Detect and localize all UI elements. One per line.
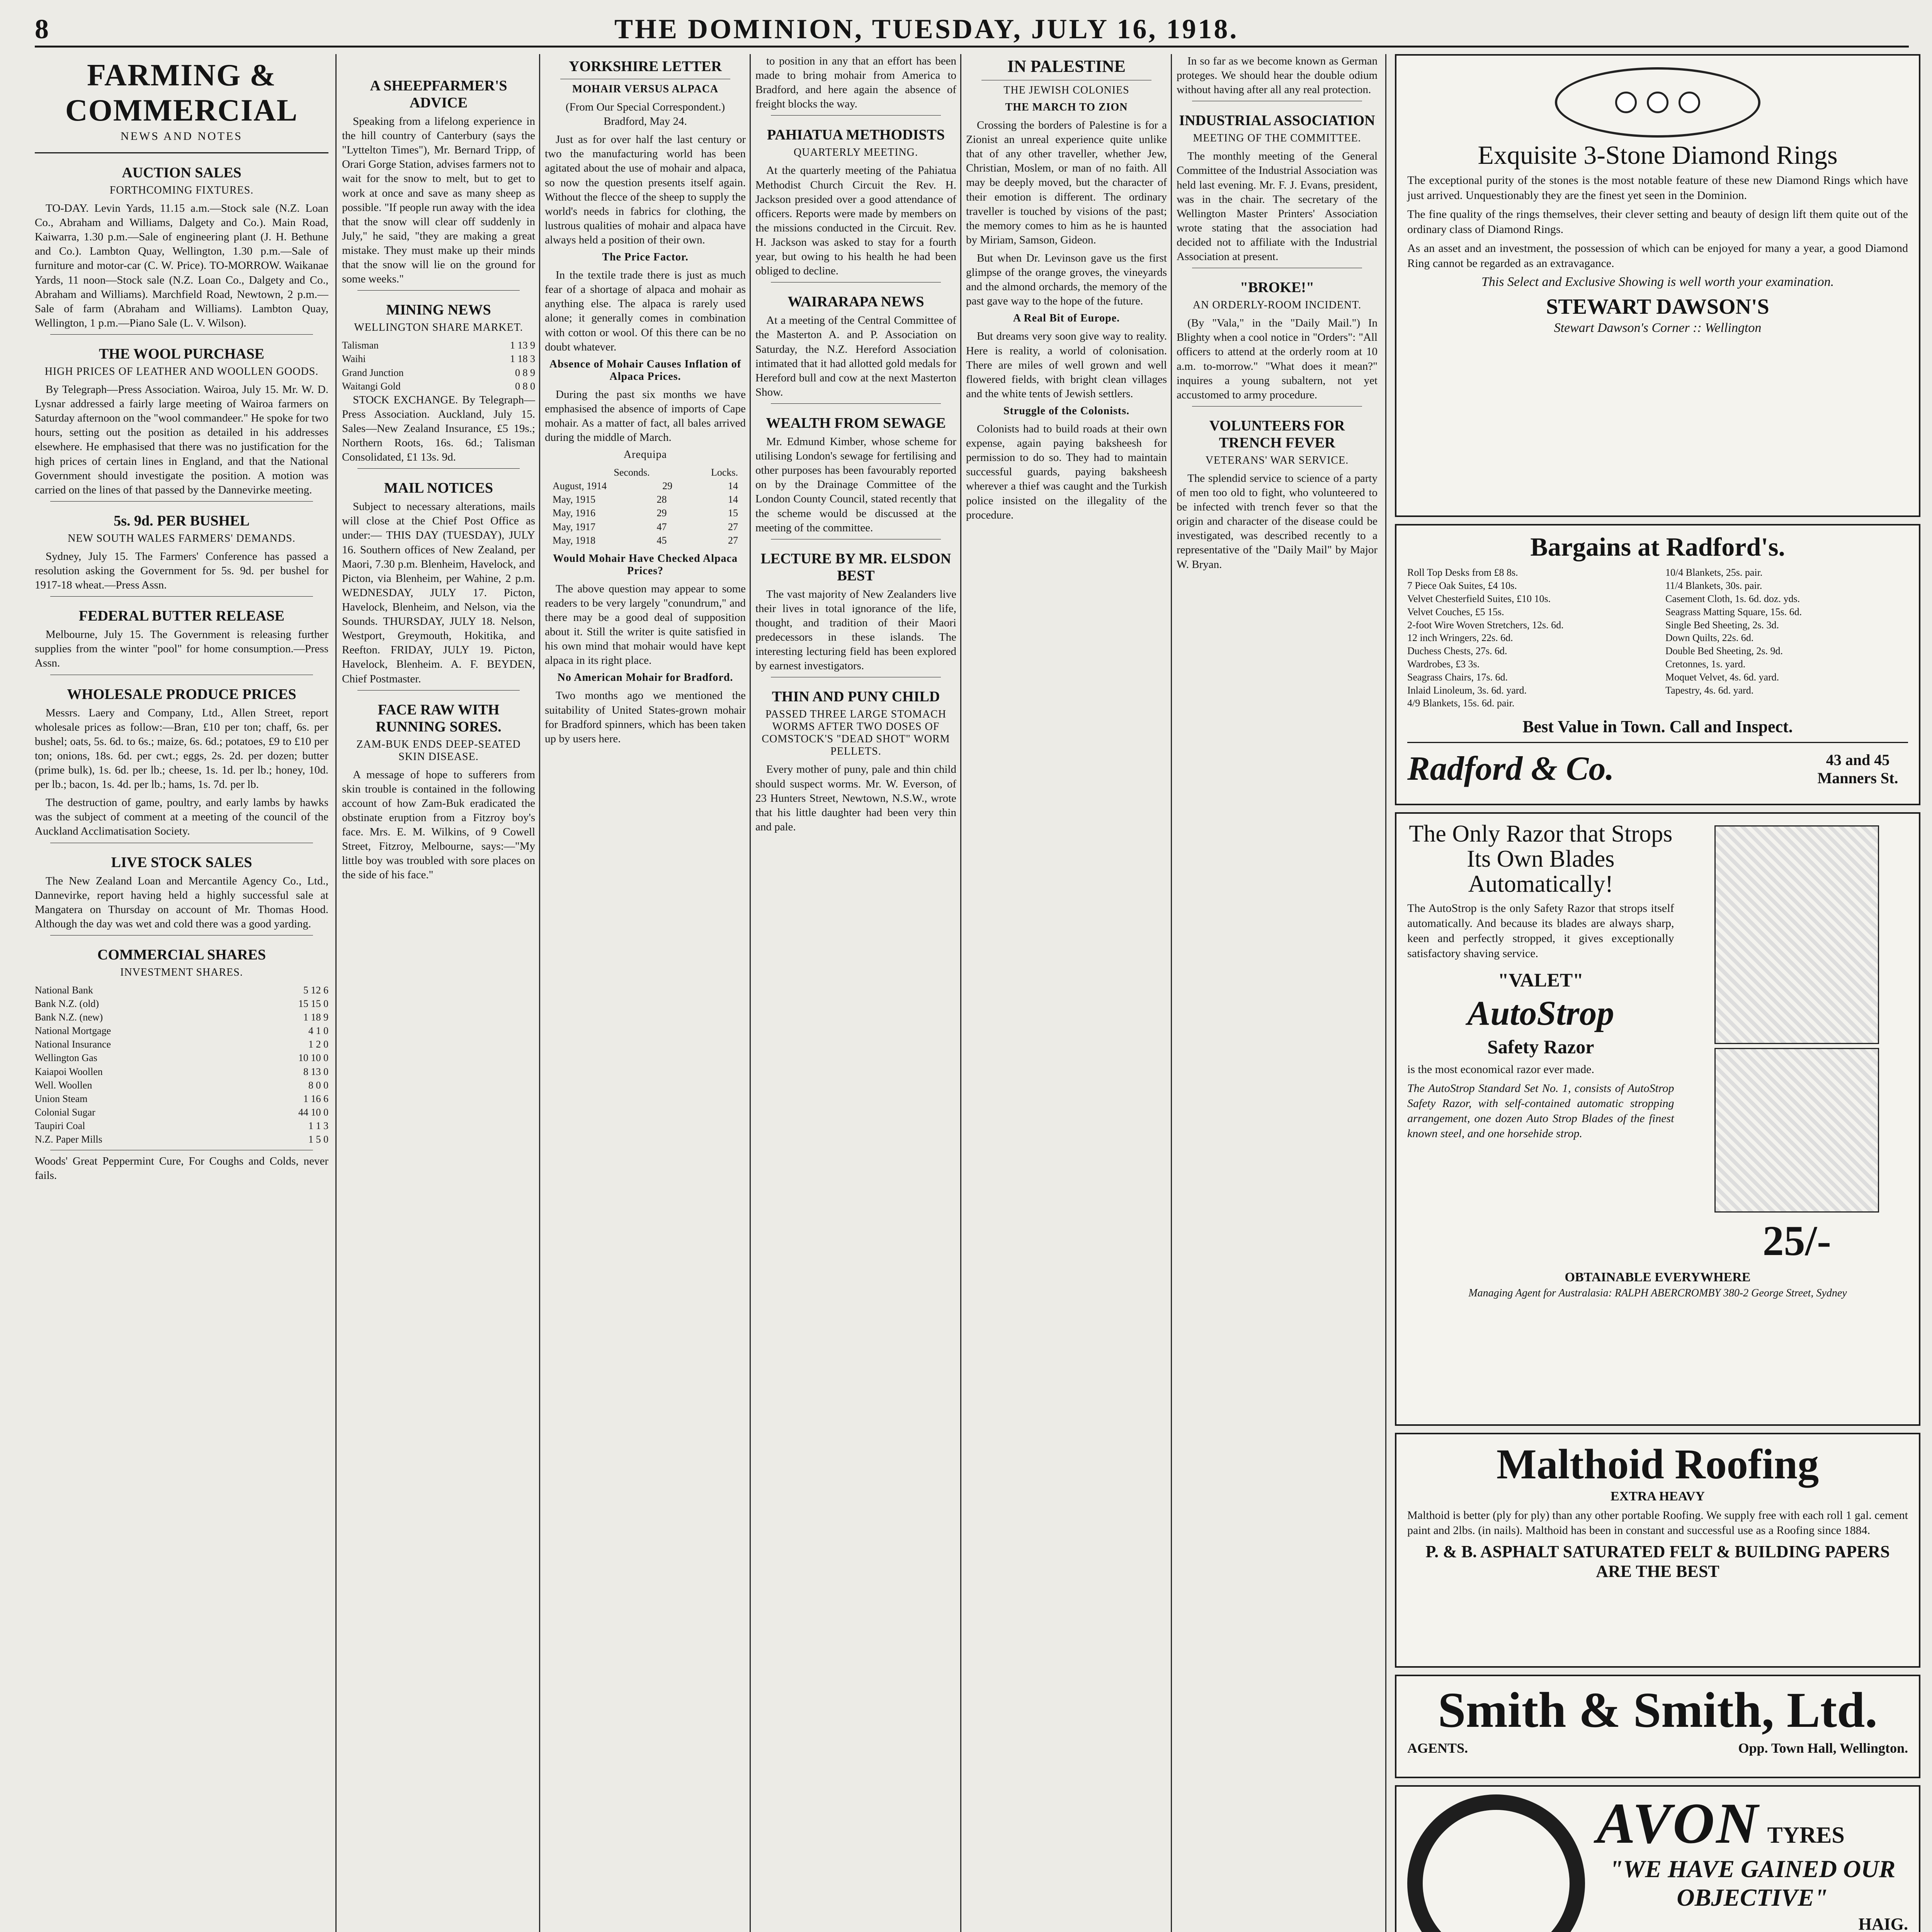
price-item: 7 Piece Oak Suites, £4 10s. bbox=[1407, 580, 1517, 592]
column-rule bbox=[335, 54, 337, 1932]
ad-address: Managing Agent for Australasia: RALPH ABERCROMBY 380-2 George Street, Sydney bbox=[1468, 1287, 1847, 1299]
price-item: Casement Cloth, 1s. 6d. doz. yds. bbox=[1665, 593, 1800, 604]
ad-text: The AutoStrop Standard Set No. 1, consists of AutoStrop Safety Razor, with self-contained automatic stropping arrangement, one dozen Auto Strop Blades of the finest known steel, and one horsehide strop. bbox=[1407, 1082, 1674, 1140]
ad-brand: "VALET" bbox=[1498, 969, 1583, 991]
article-text: In so far as we become known as German proteges. We should hear the double odium without having after all any real protection. bbox=[1177, 55, 1378, 96]
article-text: The monthly meeting of the General Committee of the Industrial Association was held last evening. Mr. F. J. Evans, president, was in the chair. The secretary of the Wellington Master Printers' Association wrote stating that the association had decided not to affiliate with the Industrial Association at present. bbox=[1177, 150, 1378, 263]
article-text: TO-DAY. Levin Yards, 11.15 a.m.—Stock sale (N.Z. Loan Co., Abraham and Williams, Dalgety and Co.). Main Road, Kaiwarra, 1.30 p.m.—Sale of engineering plant (J. H. Bethune and Co.). Lambton Quay, Wellington, 1.30 p.m.—Sale of furniture and motor-car (C. W. Price). TO-MORROW. Waikanae Yards, 11 noon—Stock sale (N.Z. Loan Co., Dalgety and Co., Abraham and Williams). Marchfield Road, Newtown, 2 p.m.—Sale of farm (Abraham and Williams). Lambton Quay, Wellington, 1 p.m.—Piano Sale (L. V. Wilson). bbox=[35, 202, 328, 329]
article-heading: FEDERAL BUTTER RELEASE bbox=[78, 608, 285, 624]
ad-company: STEWART DAWSON'S bbox=[1546, 295, 1769, 319]
share-row: Bank N.Z. (new) 1 18 9 bbox=[35, 1012, 328, 1023]
article-text: Every mother of puny, pale and thin child should suspect worms. Mr. W. Everson, of 23 Hunters Street, Newtown, N.S.W., wrote that his little daughter had been very thin and pale. bbox=[755, 763, 956, 833]
share-row: Waihi 1 18 3 bbox=[342, 353, 535, 365]
divider bbox=[357, 290, 520, 291]
price-item: Single Bed Sheeting, 2s. 3d. bbox=[1665, 619, 1779, 631]
advertisement-razor bbox=[1395, 812, 1920, 1426]
article-text: A message of hope to sufferers from skin trouble is contained in the following account of how Zam-Buk eradicated the obstinate eruption from a Fitzroy boy's face. Mrs. E. M. Wilkins, of 9 Cowell Street, Fitzroy, Melbourne, says:—"My little boy was troubled with sore places on the side of his face." bbox=[342, 768, 535, 881]
diamond-icon bbox=[1647, 92, 1668, 113]
price-item: Wardrobes, £3 3s. bbox=[1407, 658, 1480, 670]
article-heading: COMMERCIAL SHARES bbox=[97, 946, 266, 963]
article-subheading: ZAM-BUK ENDS DEEP-SEATED SKIN DISEASE. bbox=[356, 738, 521, 763]
ad-attribution: HAIG. bbox=[1858, 1915, 1908, 1932]
article-subheading: THE MARCH TO ZION bbox=[1005, 101, 1128, 113]
article-subheading: NEW SOUTH WALES FARMERS' DEMANDS. bbox=[68, 532, 296, 544]
ad-address: Opp. Town Hall, Wellington. bbox=[1738, 1740, 1908, 1756]
article-heading: YORKSHIRE LETTER bbox=[569, 58, 722, 75]
article-heading: LECTURE BY MR. ELSDON BEST bbox=[760, 550, 951, 584]
article-text: Messrs. Laery and Company, Ltd., Allen Street, report wholesale prices as follow:—Bran, £10 per ton; chaff, 6s. per bushel; oats, 5s. 6d. to 6s.; maize, 6s. 6d.; potatoes, £9 to £10 per ton; onions, 18s. 6d. per cwt.; eggs, 2s. 2d. per dozen; butter (prime bulk), 1s. 6d. per lb.; cheese, 1s. 1d. per lb.; honey, 10d. per lb.; bacon, 1s. 4d. per lb.; hams, 1s. 7d. per lb. bbox=[35, 706, 328, 791]
column-methodists bbox=[755, 54, 956, 1932]
price-item: Seagrass Matting Square, 15s. 6d. bbox=[1665, 606, 1802, 617]
article-text: The above question may appear to some readers to be very largely "conundrum," and there may be a good deal of supposition about it. Still the writer is quite satisfied in his own mind that mohair would have kept alpaca in its right place. bbox=[545, 582, 746, 667]
table-row: May, 1917 47 27 bbox=[553, 521, 738, 532]
article-heading: WHOLESALE PRODUCE PRICES bbox=[67, 686, 296, 702]
razor-strop-illustration bbox=[1714, 1048, 1879, 1213]
article-text: But when Dr. Levinson gave us the first glimpse of the orange groves, the vineyards and the almond orchards, the memory of the past gave way to the hope of the future. bbox=[966, 252, 1167, 308]
article-text: The vast majority of New Zealanders live their lives in total ignorance of the life, thought, and tradition of their Maori predecessors in these islands. The interesting lecturing field has been explored by earnest investigators. bbox=[755, 588, 956, 672]
article-heading: A SHEEPFARMER'S ADVICE bbox=[370, 78, 507, 111]
article-text: The destruction of game, poultry, and early lambs by hawks was the subject of comment at a meeting of the council of the Auckland Acclimatisation Society. bbox=[35, 796, 328, 838]
share-row: Talisman 1 13 9 bbox=[342, 340, 535, 351]
column-rule bbox=[539, 54, 540, 1932]
column-sheepfarmer bbox=[342, 54, 535, 1932]
article-subheading: The Price Factor. bbox=[602, 251, 689, 264]
section-title: FARMING & COMMERCIAL bbox=[65, 58, 298, 128]
share-row: Grand Junction 0 8 9 bbox=[342, 367, 535, 378]
article-text: Just as for over half the last century or two the manufacturing world has been agitated about the use of mohair and alpaca, so now the question presents itself again. Without the flecce of the sheep to supply the world's needs in fabrics for clothing, the lustrous qualities of mohair and alpaca have always held a position of their own. bbox=[545, 133, 746, 246]
article-subheading: PASSED THREE LARGE STOMACH WORMS AFTER TWO DOSES OF COMSTOCK'S "DEAD SHOT" WORM PELLETS. bbox=[762, 708, 950, 758]
shares-list bbox=[35, 983, 328, 1146]
diamond-icon bbox=[1615, 92, 1637, 113]
share-row: Waitangi Gold 0 8 0 bbox=[342, 380, 535, 392]
price-item: Roll Top Desks from £8 8s. bbox=[1407, 567, 1518, 578]
price-item: Inlaid Linoleum, 3s. 6d. yard. bbox=[1407, 684, 1527, 696]
price-item: 4/9 Blankets, 15s. 6d. pair. bbox=[1407, 697, 1515, 709]
page-number: 8 bbox=[35, 14, 49, 44]
ad-label: AGENTS. bbox=[1407, 1740, 1468, 1756]
column-farming bbox=[35, 54, 328, 1932]
article-heading: "BROKE!" bbox=[1240, 279, 1315, 296]
article-heading: 5s. 9d. PER BUSHEL bbox=[114, 512, 250, 529]
share-row: Wellington Gas 10 10 0 bbox=[35, 1052, 328, 1064]
column-rule bbox=[750, 54, 751, 1932]
ad-tagline: OBTAINABLE EVERYWHERE bbox=[1565, 1270, 1751, 1284]
article-text: Sydney, July 15. The Farmers' Conference has passed a resolution asking the Government for 5s. 9d. per bushel for 1917-18 wheat.—Press Assn. bbox=[35, 550, 328, 592]
ad-address: 43 and 45 Manners St. bbox=[1817, 751, 1898, 787]
price-table bbox=[553, 466, 738, 547]
article-text: At a meeting of the Central Committee of the Masterton A. and P. Association on Saturday, the N.Z. Hereford Association intimated that it had allotted gold medals for Hereford bull and cow at the next Masterton Show. bbox=[755, 314, 956, 398]
article-heading: THIN AND PUNY CHILD bbox=[772, 689, 940, 705]
ad-tagline: P. & B. ASPHALT SATURATED FELT & BUILDING PAPERS ARE THE BEST bbox=[1425, 1542, 1890, 1581]
article-heading: THE WOOL PURCHASE bbox=[99, 345, 264, 362]
article-heading: FACE RAW WITH RUNNING SORES. bbox=[376, 701, 502, 735]
article-text: Crossing the borders of Palestine is for a Zionist an unreal experience quite unlike that of any other traveller, whether Jew, Christian, Moslem, or man of no faith. All may be deeply moved, but the character of their emotion is different. The ordinary traveller is touched by visions of the past; the memory comes to him as he is haunted by Miriam, Samson, Gideon. bbox=[966, 119, 1167, 246]
price-item: Seagrass Chairs, 17s. 6d. bbox=[1407, 671, 1508, 683]
article-text: STOCK EXCHANGE. By Telegraph—Press Association. Auckland, July 15. Sales—New Zealand Insurance, £5 19s.; Northern Roots, 16s. 6d.; Talisman Consolidated, £1 13s. 9d. bbox=[342, 393, 535, 464]
ad-text: As an asset and an investment, the possession of which can be enjoyed for many a year, a good Diamond Ring cannot be regarded as an extravagance. bbox=[1407, 242, 1908, 270]
share-row: Union Steam 1 16 6 bbox=[35, 1093, 328, 1104]
ad-tagline: This Select and Exclusive Showing is well worth your examination. bbox=[1481, 275, 1834, 289]
table-row: May, 1918 45 27 bbox=[553, 534, 738, 546]
divider bbox=[35, 152, 328, 153]
ad-title: Exquisite 3-Stone Diamond Rings bbox=[1478, 140, 1838, 170]
dateline: (From Our Special Correspondent.) Bradford, May 24. bbox=[565, 101, 725, 128]
ad-company: Smith & Smith, Ltd. bbox=[1438, 1682, 1878, 1738]
diamond-icon bbox=[1679, 92, 1700, 113]
column-rule bbox=[1385, 54, 1386, 1932]
ad-slogan: "WE HAVE GAINED OUR OBJECTIVE" bbox=[1609, 1855, 1896, 1911]
share-row: Colonial Sugar 44 10 0 bbox=[35, 1106, 328, 1118]
share-row: Kaiapoi Woollen 8 13 0 bbox=[35, 1066, 328, 1077]
ad-tagline: Best Value in Town. Call and Inspect. bbox=[1522, 717, 1793, 736]
diamond-ring-icon bbox=[1555, 67, 1760, 138]
share-row: N.Z. Paper Mills 1 5 0 bbox=[35, 1133, 328, 1145]
article-text: Speaking from a lifelong experience in the hill country of Canterbury (says the "Lyttelton Times"), Mr. Bernard Tripp, of Orari Gorge Station, advises farmers not to wait for the snow to melt, but to get to work at once and save as many sheep as possible. "If people run away with the idea that the snow will clear off suddenly in July," he said, "they are making a great mistake. They must make up their minds that the snow will lie on the ground for some weeks." bbox=[342, 115, 535, 286]
ad-text: The exceptional purity of the stones is the most notable feature of these new Diamond Rings which have just arrived. Unquestionably they are the finest yet seen in the Dominion. bbox=[1407, 174, 1908, 202]
article-subheading: INVESTMENT SHARES. bbox=[120, 966, 243, 978]
article-text: (By "Vala," in the "Daily Mail.") In Blighty when a cool notice in "Orders": "All officers to attend at the orderly room at 10 a.m. to-morrow." "What does it mean?" inquires a young subaltern, not yet accustomed to army procedure. bbox=[1177, 317, 1378, 401]
column-industrial bbox=[1177, 54, 1378, 1932]
price-item: Velvet Chesterfield Suites, £10 10s. bbox=[1407, 593, 1551, 604]
divider bbox=[50, 596, 313, 597]
price-item: 11/4 Blankets, 30s. pair. bbox=[1665, 580, 1762, 592]
paper-title: THE DOMINION, TUESDAY, JULY 16, 1918. bbox=[614, 14, 1239, 44]
article-text: The splendid service to science of a party of men too old to fight, who volunteered to be infected with trench fever so that the origin and character of the disease could be investigated, was described recently to a representative of the "Daily Mail" by Major W. Bryan. bbox=[1177, 472, 1378, 571]
ad-text: is the most economical razor ever made. bbox=[1407, 1063, 1594, 1076]
article-subheading: FORTHCOMING FIXTURES. bbox=[109, 184, 254, 196]
mining-share-list bbox=[342, 338, 535, 393]
column-palestine bbox=[966, 54, 1167, 1932]
article-text: At the quarterly meeting of the Pahiatua Methodist Church Circuit the Rev. H. Jackson presided over a good attendance of officers. Reports were made by members on the missions conducted in the Circuit. Rev. H. Jackson was asked to stay for a fourth year, but owing to his health he had been obliged to decline. bbox=[755, 164, 956, 277]
price-item: Tapestry, 4s. 6d. yard. bbox=[1665, 684, 1754, 696]
ad-brand: TYRES bbox=[1767, 1822, 1845, 1848]
table-row: August, 1914 29 14 bbox=[553, 480, 738, 492]
price-item: Down Quilts, 22s. 6d. bbox=[1665, 632, 1754, 644]
ad-brand: AVON bbox=[1597, 1791, 1760, 1855]
article-subheading: MOHAIR VERSUS ALPACA bbox=[572, 83, 719, 95]
price-item: 2-foot Wire Woven Stretchers, 12s. 6d. bbox=[1407, 619, 1564, 631]
ad-address: Stewart Dawson's Corner :: Wellington bbox=[1554, 321, 1762, 335]
article-text: Two months ago we mentioned the suitability of United States-grown mohair for Bradford spinners, which has been taken up by users here. bbox=[545, 689, 746, 745]
share-row: Taupiri Coal 1 1 3 bbox=[35, 1120, 328, 1131]
ad-title: The Only Razor that Strops Its Own Blades Automatically! bbox=[1409, 821, 1673, 898]
article-text: Colonists had to build roads at their own expense, again paying baksheesh for permission to do so. They had to maintain successful guards, paying baksheesh wherever a thief was caught and the Turkish police insisted on the illegality of the procedure. bbox=[966, 422, 1167, 521]
article-heading: LIVE STOCK SALES bbox=[111, 854, 252, 871]
advertisement-avon bbox=[1395, 1785, 1920, 1932]
ad-company: Radford & Co. bbox=[1407, 750, 1614, 787]
article-text: During the past six months we have emphasised the absence of imports of Cape mohair. As a matter of fact, all bales arrived during the middle of March. bbox=[545, 388, 746, 444]
article-subheading: WELLINGTON SHARE MARKET. bbox=[354, 321, 523, 334]
ad-subtitle: EXTRA HEAVY bbox=[1610, 1489, 1705, 1503]
article-subheading: THE JEWISH COLONIES bbox=[1003, 84, 1129, 96]
table-caption: Arequipa bbox=[623, 449, 667, 461]
tyre-icon bbox=[1407, 1794, 1585, 1932]
article-subheading: Absence of Mohair Causes Inflation of Alpaca Prices. bbox=[549, 358, 742, 383]
column-rule bbox=[960, 54, 961, 1932]
article-text: Subject to necessary alterations, mails will close at the Chief Post Office as under:— THIS DAY (TUESDAY), JULY 16. Southern offices of New Zealand, per Maori, 7.30 p.m. Blenheim, Havelock, and Picton, via Blenheim, per Wahine, 2 p.m. WEDNESDAY, JULY 17. Picton, Havelock, Blenheim, and Nelson, via the Sounds. THURSDAY, JULY 18. Nelson, Westport, Greymouth, Hokitika, and Reefton. FRIDAY, JULY 19. Picton, Havelock, Blenheim. A. F. BEYDEN, Chief Postmaster. bbox=[342, 500, 535, 685]
price-item: 12 inch Wringers, 22s. 6d. bbox=[1407, 632, 1513, 644]
ad-text: Malthoid is better (ply for ply) than any other portable Roofing. We supply free with each roll 1 gal. cement paint and 2lbs. (in nails). Malthoid has been in constant and successful use as a Roofing since 1884. bbox=[1407, 1509, 1908, 1537]
price-item: Duchess Chests, 27s. 6d. bbox=[1407, 645, 1507, 657]
table-header: Seconds. Locks. bbox=[614, 467, 738, 478]
column-rule bbox=[1171, 54, 1172, 1932]
article-heading: AUCTION SALES bbox=[122, 165, 242, 181]
article-subheading: A Real Bit of Europe. bbox=[1013, 312, 1120, 325]
article-text: By Telegraph—Press Association. Wairoa, July 15. Mr. W. D. Lysnar addressed a fairly large meeting of Wairoa farmers on Saturday afternoon on the "wool commandeer." He spoke for two hours, setting out the position as detailed in his addresses elsewhere. He emphasised that there was no justification for the high prices of certain lines in England, and that the National Government should investigate the position. A motion was carried on the lines of that passed by the Dannevirke meeting. bbox=[35, 383, 328, 496]
article-text: The New Zealand Loan and Mercantile Agency Co., Ltd., Dannevirke, report having held a highly successful sale at Mangatera on Thursday on account of Mr. Thomas Hood. Although the day was wet and cold there was a good yarding. bbox=[35, 874, 328, 930]
section-subtitle: NEWS AND NOTES bbox=[121, 130, 243, 143]
article-heading: PAHIATUA METHODISTS bbox=[767, 127, 945, 143]
article-subheading: Struggle of the Colonists. bbox=[1003, 405, 1130, 417]
ad-text: The fine quality of the rings themselves, their clever setting and beauty of design lift them quite out of the ordinary class of Diamond Rings. bbox=[1407, 208, 1908, 236]
divider bbox=[50, 334, 313, 335]
divider bbox=[771, 403, 941, 404]
column-advertisements bbox=[1395, 54, 1920, 1932]
article-heading: MAIL NOTICES bbox=[384, 480, 493, 497]
ad-price: 25/- bbox=[1762, 1217, 1831, 1264]
article-heading: IN PALESTINE bbox=[1007, 57, 1126, 76]
article-subheading: No American Mohair for Bradford. bbox=[557, 672, 733, 684]
share-row: Bank N.Z. (old) 15 15 0 bbox=[35, 998, 328, 1010]
article-heading: INDUSTRIAL ASSOCIATION bbox=[1179, 112, 1375, 129]
advertisement-text: Woods' Great Peppermint Cure, For Coughs and Colds, never fails. bbox=[35, 1155, 328, 1182]
man-shaving-illustration bbox=[1714, 825, 1879, 1044]
article-subheading: QUARTERLY MEETING. bbox=[794, 146, 918, 159]
article-heading: WEALTH FROM SEWAGE bbox=[766, 415, 946, 431]
article-heading: WAIRARAPA NEWS bbox=[787, 294, 924, 310]
ad-title: Malthoid Roofing bbox=[1496, 1440, 1819, 1488]
article-heading: MINING NEWS bbox=[386, 302, 491, 318]
advertisement-jeweller bbox=[1395, 54, 1920, 517]
article-heading: VOLUNTEERS FOR TRENCH FEVER bbox=[1209, 417, 1345, 451]
article-subheading: AN ORDERLY-ROOM INCIDENT. bbox=[1192, 299, 1362, 311]
ad-brand: Safety Razor bbox=[1487, 1036, 1594, 1058]
divider bbox=[357, 468, 520, 469]
share-row: National Mortgage 4 1 0 bbox=[35, 1025, 328, 1037]
article-subheading: Would Mohair Have Checked Alpaca Prices? bbox=[553, 552, 738, 577]
price-item: Double Bed Sheeting, 2s. 9d. bbox=[1665, 645, 1783, 657]
advertisement-smith bbox=[1395, 1675, 1920, 1778]
share-row: National Insurance 1 2 0 bbox=[35, 1039, 328, 1050]
article-text: to position in any that an effort has been made to bring mohair from America to Bradford, and here again the absence of freight blocks the way. bbox=[755, 55, 956, 111]
ad-price-list bbox=[1407, 566, 1908, 710]
article-subheading: VETERANS' WAR SERVICE. bbox=[1205, 454, 1349, 466]
share-row: National Bank 5 12 6 bbox=[35, 984, 328, 996]
ad-title: Bargains at Radford's. bbox=[1530, 532, 1785, 561]
price-item: 10/4 Blankets, 25s. pair. bbox=[1665, 567, 1763, 578]
divider bbox=[50, 501, 313, 502]
price-item: Velvet Couches, £5 15s. bbox=[1407, 606, 1504, 617]
article-text: In the textile trade there is just as much fear of a shortage of alpaca and mohair as anything else. The alpaca is rarely used alone; it generally comes in combination with cotton or wool. Of this there can be no doubt whatever. bbox=[545, 269, 746, 353]
ad-text: The AutoStrop is the only Safety Razor that strops itself automatically. And because its blades are always sharp, keen and perfectly stropped, it gives exceptionally satisfactory shaving service. bbox=[1407, 902, 1674, 960]
share-row: Well. Woollen 8 0 0 bbox=[35, 1079, 328, 1091]
divider bbox=[771, 115, 941, 116]
advertisement-radford bbox=[1395, 524, 1920, 805]
price-item: Cretonnes, 1s. yard. bbox=[1665, 658, 1746, 670]
article-text: Melbourne, July 15. The Government is releasing further supplies from the winter "pool" for home consumption.—Press Assn. bbox=[35, 628, 328, 670]
advertisement-malthoid bbox=[1395, 1433, 1920, 1668]
article-subheading: HIGH PRICES OF LEATHER AND WOOLLEN GOODS. bbox=[44, 365, 319, 378]
article-text: Mr. Edmund Kimber, whose scheme for utilising London's sewage for fertilising and other purposes has been favourably reported on by the Drainage Committee of the London County Council, stated recently that the scheme would be discussed at the meeting of the committee. bbox=[755, 435, 956, 534]
table-row: May, 1915 28 14 bbox=[553, 494, 738, 505]
column-yorkshire bbox=[545, 54, 746, 1932]
article-subheading: MEETING OF THE COMMITTEE. bbox=[1193, 132, 1361, 145]
ad-brand: AutoStrop bbox=[1467, 994, 1614, 1033]
masthead bbox=[35, 11, 1909, 48]
table-row: May, 1916 29 15 bbox=[553, 507, 738, 519]
divider bbox=[1407, 742, 1908, 743]
price-item: Moquet Velvet, 4s. 6d. yard. bbox=[1665, 671, 1779, 683]
article-text: But dreams very soon give way to reality. Here is reality, a world of colonisation. There are miles of well grown and well flowered fields, with bright clean villages and the white tents of Jewish settlers. bbox=[966, 330, 1167, 400]
